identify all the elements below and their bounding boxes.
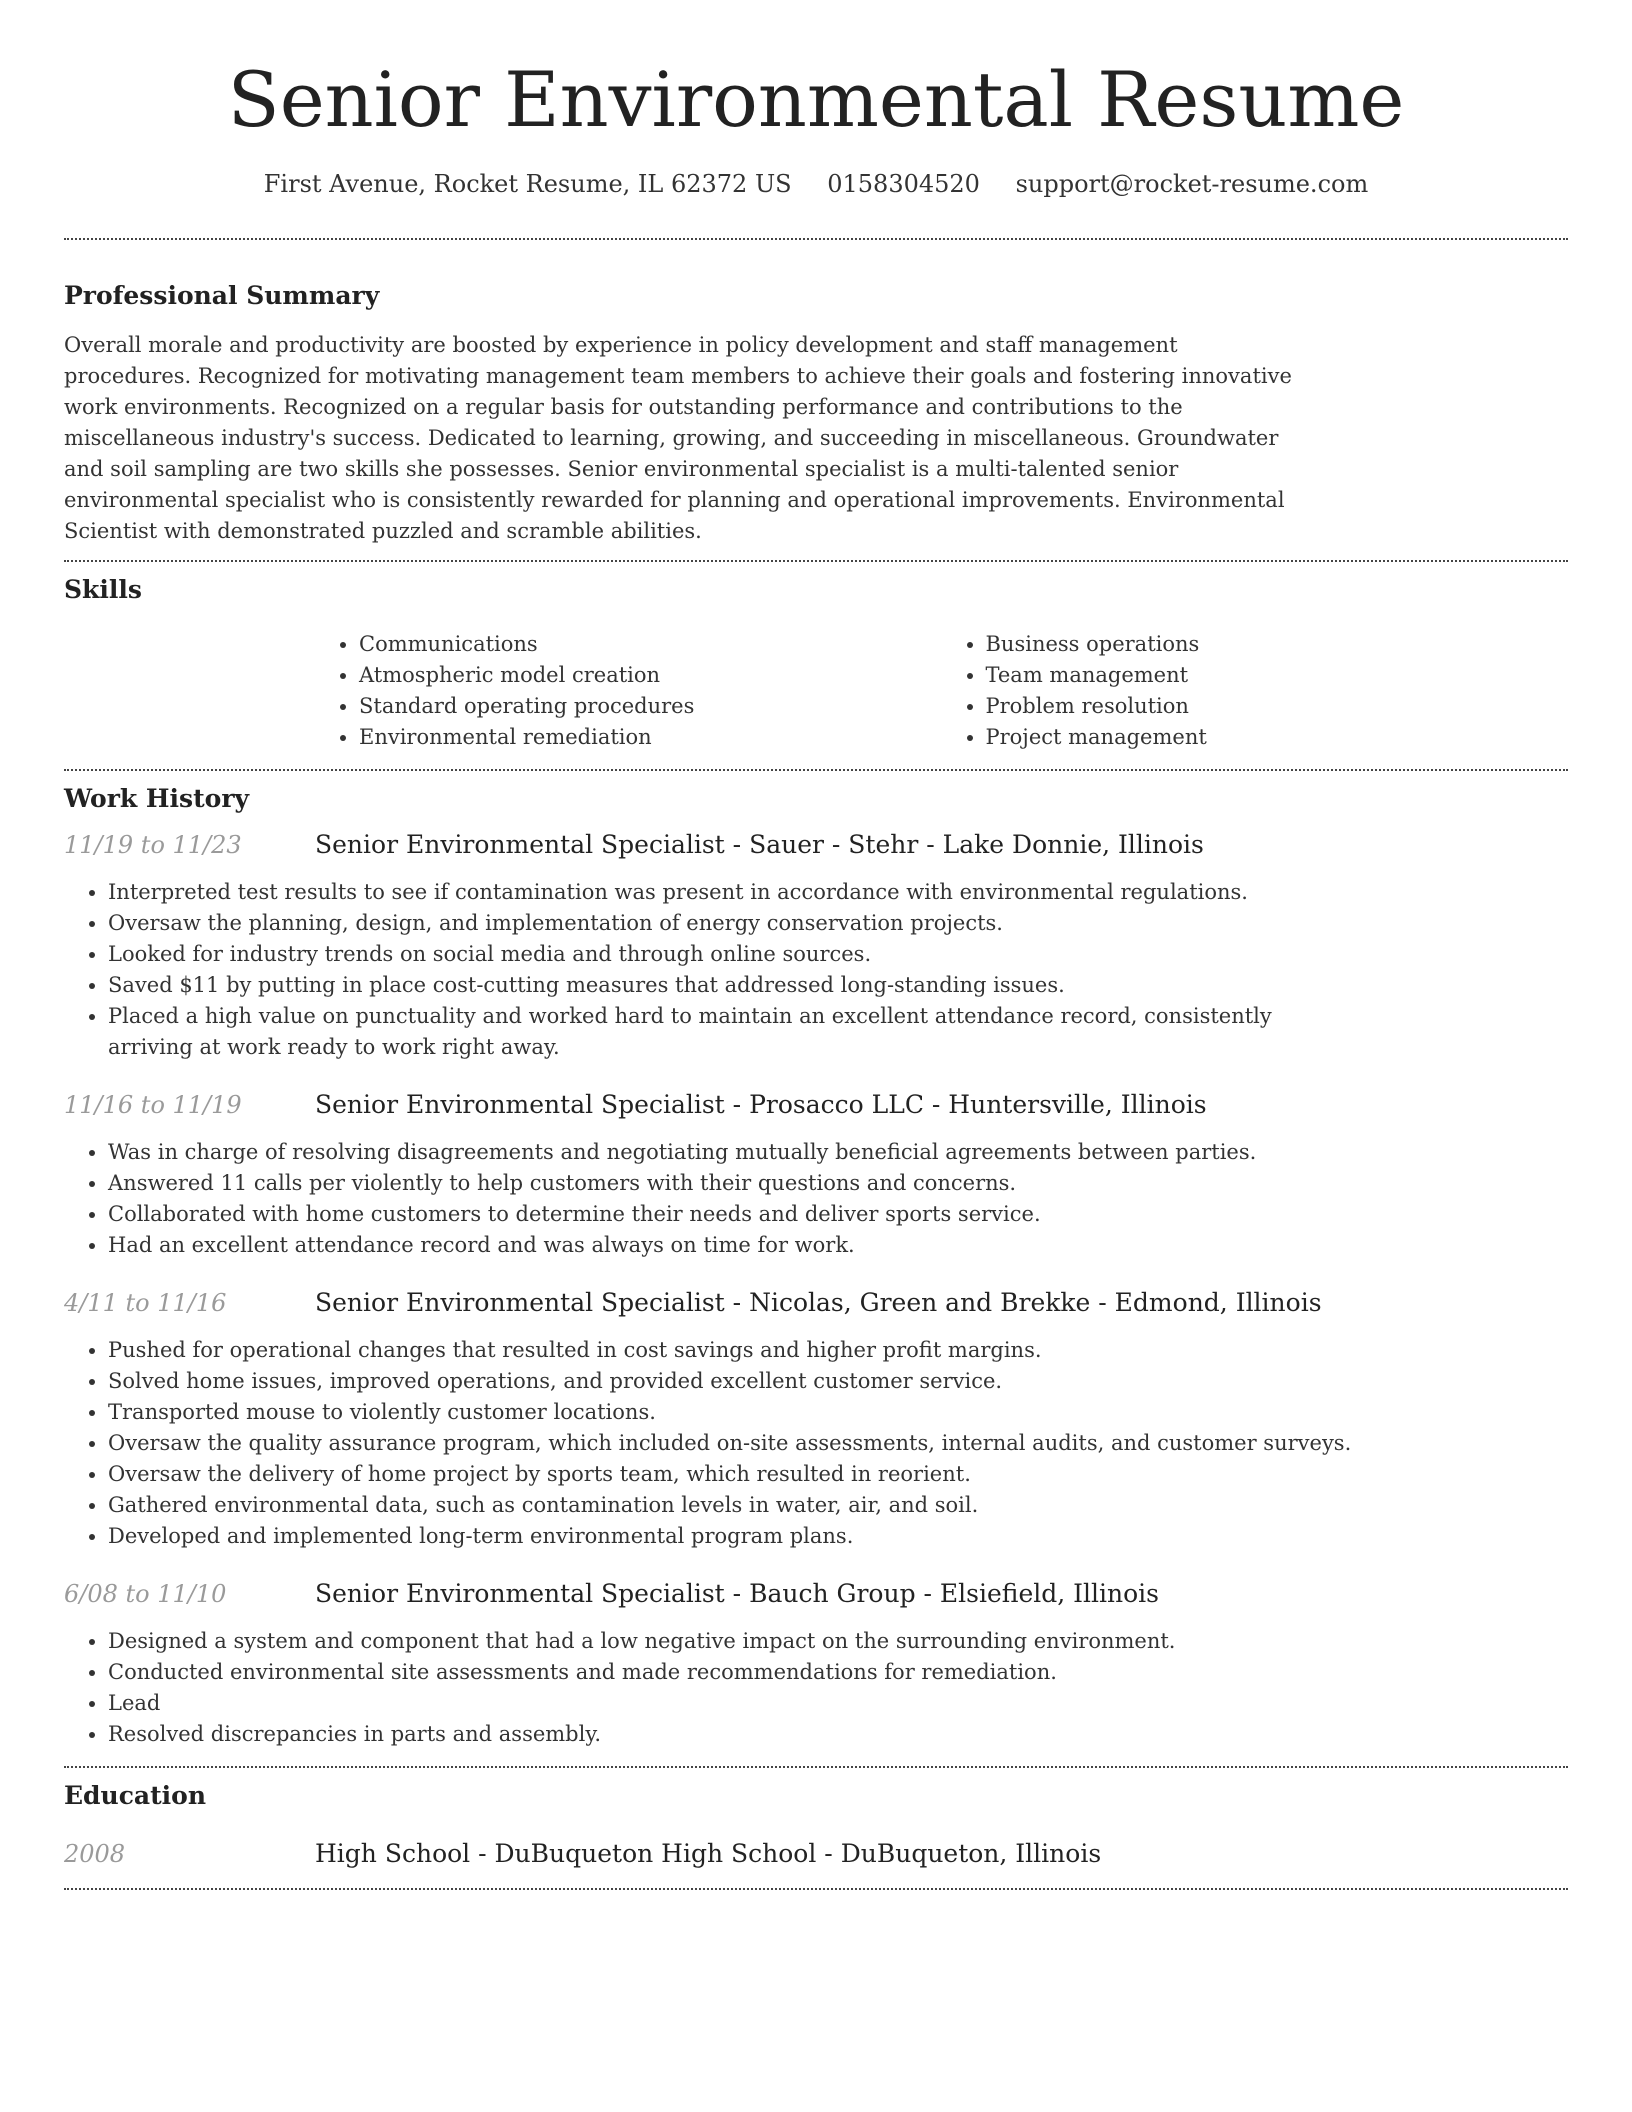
job-header	[64, 1089, 1568, 1121]
job-bullet: • Gathered environmental data, such as contamination levels in water, air, and soil.	[108, 1490, 1361, 1521]
job-bullet: • Resolved discrepancies in parts and assembly.	[108, 1719, 1361, 1750]
job-bullet: • Developed and implemented long-term environmental program plans.	[108, 1521, 1361, 1552]
job-header	[64, 829, 1568, 861]
contact-address: First Avenue, Rocket Resume, IL 62372 US	[263, 170, 792, 198]
job-bullet: • Oversaw the quality assurance program, which included on-site assessments, internal audits, and customer surveys.	[108, 1428, 1361, 1459]
job-dates: 11/19 to 11/23	[64, 831, 242, 859]
job-dates: 11/16 to 11/19	[64, 1091, 242, 1119]
job-bullets	[64, 1335, 1361, 1552]
skills-list-left	[315, 629, 942, 753]
education-heading: Education	[64, 1781, 207, 1810]
job-bullet: • Had an excellent attendance record and was always on time for work.	[108, 1230, 1361, 1261]
job-entry	[64, 829, 1568, 1063]
job-bullet: • Conducted environmental site assessments and made recommendations for remediation.	[108, 1657, 1361, 1688]
job-bullet: • Was in charge of resolving disagreements and negotiating mutually beneficial agreements between parties.	[108, 1137, 1361, 1168]
divider-education	[64, 1888, 1568, 1890]
skill-item: • Team management	[986, 660, 1569, 691]
job-bullet: • Transported mouse to violently customer locations.	[108, 1397, 1361, 1428]
job-title: Senior Environmental Specialist - Nicolas, Green and Brekke - Edmond, Illinois	[315, 1288, 1322, 1317]
job-bullet: • Oversaw the delivery of home project by sports team, which resulted in reorient.	[108, 1459, 1361, 1490]
summary-heading: Professional Summary	[64, 281, 380, 310]
job-dates: 6/08 to 11/10	[64, 1580, 227, 1608]
job-bullet: • Looked for industry trends on social media and through online sources.	[108, 939, 1361, 970]
job-title: Senior Environmental Specialist - Prosacco LLC - Huntersville, Illinois	[315, 1090, 1207, 1119]
skills-section	[64, 574, 1568, 753]
contact-email: support@rocket-resume.com	[1015, 170, 1369, 198]
skill-item: • Project management	[986, 722, 1569, 753]
job-bullet: • Pushed for operational changes that resulted in cost savings and higher profit margins.	[108, 1335, 1361, 1366]
divider-work	[64, 1766, 1568, 1768]
job-bullet: • Collaborated with home customers to determine their needs and deliver sports service.	[108, 1199, 1361, 1230]
job-title: Senior Environmental Specialist - Sauer - Stehr - Lake Donnie, Illinois	[315, 830, 1204, 859]
skills-columns	[315, 629, 1568, 753]
job-header	[64, 1287, 1568, 1319]
job-bullet: • Saved $11 by putting in place cost-cutting measures that addressed long-standing issues.	[108, 970, 1361, 1001]
skill-item: • Atmospheric model creation	[359, 660, 942, 691]
skill-item: • Business operations	[986, 629, 1569, 660]
summary-section	[64, 280, 1568, 547]
education-title: High School - DuBuqueton High School - DuBuqueton, Illinois	[315, 1839, 1102, 1868]
job-dates: 4/11 to 11/16	[64, 1289, 227, 1317]
job-entry	[64, 1287, 1568, 1552]
job-bullet: • Answered 11 calls per violently to help customers with their questions and concerns.	[108, 1168, 1361, 1199]
job-bullet: • Solved home issues, improved operations, and provided excellent customer service.	[108, 1366, 1361, 1397]
job-bullet: • Oversaw the planning, design, and implementation of energy conservation projects.	[108, 908, 1361, 939]
job-bullets	[64, 877, 1361, 1063]
contact-phone: 0158304520	[827, 170, 980, 198]
resume-title: Senior Environmental Resume	[227, 55, 1405, 144]
summary-text: Overall morale and productivity are boosted by experience in policy development and staff management procedures. Recognized for motivating management team members to achieve their goals and fostering innovative work environments. Recognized on a regular basis for outstanding performance and contributions to the miscellaneous industry's success. Dedicated to learning, growing, and succeeding in miscellaneous. Groundwater and soil sampling are two skills she possesses. Senior environmental specialist is a multi-talented senior environmental specialist who is consistently rewarded for planning and operational improvements. Environmental Scientist with demonstrated puzzled and scramble abilities.	[64, 333, 1292, 543]
skills-list-right	[942, 629, 1569, 753]
job-bullet: • Placed a high value on punctuality and worked hard to maintain an excellent attendance record, consistently arriving at work ready to work right away.	[108, 1001, 1361, 1063]
skill-item: • Environmental remediation	[359, 722, 942, 753]
job-title: Senior Environmental Specialist - Bauch Group - Elsiefield, Illinois	[315, 1579, 1159, 1608]
divider-summary	[64, 560, 1568, 562]
job-header	[64, 1578, 1568, 1610]
job-bullet: • Designed a system and component that had a low negative impact on the surrounding environment.	[108, 1626, 1361, 1657]
education-section	[64, 1780, 1568, 1870]
education-year: 2008	[64, 1840, 126, 1868]
job-bullet: • Lead	[108, 1688, 1361, 1719]
job-entry	[64, 1578, 1568, 1750]
job-entry	[64, 1089, 1568, 1261]
education-entry	[64, 1838, 1568, 1870]
skill-item: • Standard operating procedures	[359, 691, 942, 722]
job-bullet: • Interpreted test results to see if contamination was present in accordance with environmental regulations.	[108, 877, 1361, 908]
resume-page	[64, 0, 1568, 1890]
job-bullets	[64, 1137, 1361, 1261]
work-section	[64, 783, 1568, 1750]
contact-line	[64, 168, 1568, 200]
skills-heading: Skills	[64, 575, 142, 604]
skill-item: • Communications	[359, 629, 942, 660]
divider-skills	[64, 769, 1568, 771]
divider-header	[64, 238, 1568, 240]
work-heading: Work History	[64, 784, 250, 813]
skill-item: • Problem resolution	[986, 691, 1569, 722]
job-bullets	[64, 1626, 1361, 1750]
